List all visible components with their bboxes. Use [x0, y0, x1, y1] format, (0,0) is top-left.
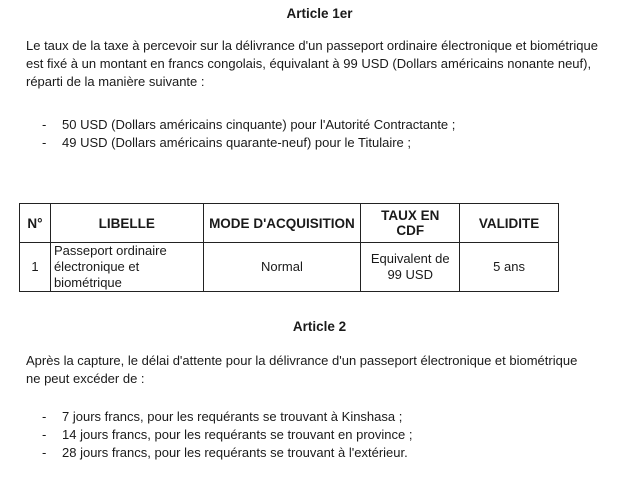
cell-libelle-line: électronique et biométrique — [53, 259, 140, 290]
cell-libelle — [50, 243, 203, 292]
paragraph-line: est fixé à un montant en francs congolais, équivalant à 99 USD (Dollars américains nonante neuf), — [26, 56, 592, 71]
header-taux-line: TAUX EN — [381, 208, 440, 223]
paragraph-line: réparti de la manière suivante : — [26, 74, 205, 89]
bullet-marker: - — [42, 135, 47, 150]
bullet-marker: - — [42, 427, 47, 442]
article-1-bullet-list — [42, 116, 455, 152]
cell-taux — [361, 243, 460, 292]
header-num: N° — [20, 204, 51, 243]
header-taux — [361, 204, 460, 243]
list-item-text: 14 jours francs, pour les requérants se trouvant en province ; — [62, 427, 413, 442]
header-mode: MODE D'ACQUISITION — [203, 204, 361, 243]
header-libelle: LIBELLE — [50, 204, 203, 243]
list-item — [42, 408, 412, 426]
paragraph-line: Après la capture, le délai d'attente pour la délivrance d'un passeport électronique et biométrique — [26, 353, 578, 368]
paragraph-line: ne peut excéder de : — [26, 371, 145, 386]
list-item-text: 28 jours francs, pour les requérants se trouvant à l'extérieur. — [62, 445, 408, 460]
list-item-text: 50 USD (Dollars américains cinquante) pour l'Autorité Contractante ; — [62, 117, 456, 132]
cell-num: 1 — [20, 243, 51, 292]
bullet-marker: - — [42, 445, 47, 460]
cell-validite: 5 ans — [460, 243, 559, 292]
paragraph-line: Le taux de la taxe à percevoir sur la délivrance d'un passeport ordinaire électronique et biométrique — [26, 38, 598, 53]
article-2-paragraph — [26, 352, 616, 388]
bullet-marker: - — [42, 409, 47, 424]
article-2-heading: Article 2 — [292, 319, 347, 334]
list-item — [42, 116, 455, 134]
table-header-row — [20, 204, 559, 243]
cell-libelle-line: Passeport ordinaire — [53, 243, 167, 258]
article-2-bullet-list — [42, 408, 412, 462]
article-1-paragraph — [26, 37, 616, 91]
list-item — [42, 134, 455, 152]
cell-taux-line: 99 USD — [387, 267, 433, 282]
bullet-marker: - — [42, 117, 47, 132]
article-1-heading: Article 1er — [286, 6, 353, 21]
tax-table — [19, 203, 559, 292]
table-row — [20, 243, 559, 292]
header-validite: VALIDITE — [460, 204, 559, 243]
cell-taux-line: Equivalent de — [370, 251, 450, 266]
header-taux-line: CDF — [396, 223, 425, 238]
list-item-text: 7 jours francs, pour les requérants se trouvant à Kinshasa ; — [62, 409, 403, 424]
list-item — [42, 426, 412, 444]
list-item — [42, 444, 412, 462]
list-item-text: 49 USD (Dollars américains quarante-neuf) pour le Titulaire ; — [62, 135, 411, 150]
cell-mode: Normal — [203, 243, 361, 292]
